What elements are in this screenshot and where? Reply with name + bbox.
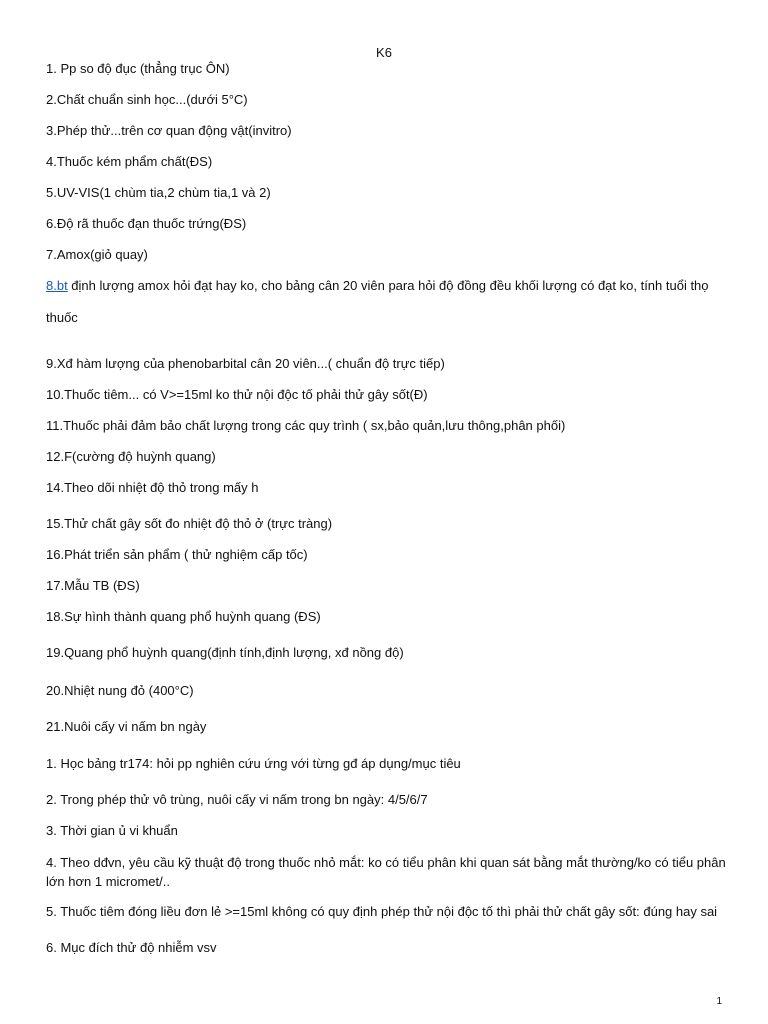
item-8-text: định lượng amox hỏi đạt hay ko, cho bảng cân 20 viên para hỏi độ đồng đều khối lượng có đạt ko, tính tuổi thọ <box>67 278 709 293</box>
list-item: 6. Mục đích thử độ nhiễm vsv <box>46 940 217 955</box>
list-item: 20.Nhiệt nung đỏ (400°C) <box>46 683 194 698</box>
list-item: 2.Chất chuẩn sinh học...(dưới 5°C) <box>46 92 248 107</box>
list-item: 16.Phát triển sản phẩm ( thử nghiệm cấp tốc) <box>46 547 308 562</box>
list-item: 5.UV-VIS(1 chùm tia,2 chùm tia,1 và 2) <box>46 185 271 200</box>
list-item: 5. Thuốc tiêm đóng liều đơn lẻ >=15ml không có quy định phép thử nội độc tố thì phải thử chất gây sốt: đúng hay sai <box>46 904 718 919</box>
item-8-link[interactable]: 8.bt <box>46 278 68 293</box>
list-item: 15.Thử chất gây sốt đo nhiệt độ thỏ ở (trực tràng) <box>46 516 333 531</box>
list-item: 12.F(cường độ huỳnh quang) <box>46 449 216 464</box>
list-item: 1. Học bảng tr174: hỏi pp nghiên cứu ứng với từng gđ áp dụng/mục tiêu <box>46 756 461 771</box>
page-number: 1 <box>716 996 722 1007</box>
list-item: 6.Độ rã thuốc đạn thuốc trứng(ĐS) <box>46 216 247 231</box>
list-item: 14.Theo dõi nhiệt độ thỏ trong mấy h <box>46 480 259 495</box>
list-item: 4.Thuốc kém phẩm chất(ĐS) <box>46 154 213 169</box>
list-item <box>46 278 728 294</box>
list-item: 17.Mẫu TB (ĐS) <box>46 578 140 593</box>
list-item: 7.Amox(giỏ quay) <box>46 247 148 262</box>
list-item: 3. Thời gian ủ vi khuẩn <box>46 823 178 838</box>
list-item: 1. Pp so độ đục (thẳng trục ÔN) <box>46 61 230 76</box>
list-item: 10.Thuốc tiêm... có V>=15ml ko thử nội độc tố phải thử gây sốt(Đ) <box>46 387 428 402</box>
list-item: 18.Sự hình thành quang phổ huỳnh quang (ĐS) <box>46 609 321 624</box>
list-item: 2. Trong phép thử vô trùng, nuôi cấy vi nấm trong bn ngày: 4/5/6/7 <box>46 792 428 807</box>
list-item-continuation: thuốc <box>46 310 78 325</box>
list-item: 11.Thuốc phải đảm bảo chất lượng trong các quy trình ( sx,bảo quản,lưu thông,phân phối) <box>46 418 566 433</box>
list-item: 4. Theo dđvn, yêu cầu kỹ thuật độ trong thuốc nhỏ mắt: ko có tiểu phân khi quan sát bằng mắt thường/ko có tiểu phân lớn hơn 1 micromet/.. <box>46 855 726 889</box>
list-item: 21.Nuôi cấy vi nấm bn ngày <box>46 719 207 734</box>
page-title: K6 <box>376 45 392 60</box>
list-item: 19.Quang phổ huỳnh quang(định tính,định lượng, xđ nồng độ) <box>46 645 404 660</box>
list-item: 9.Xđ hàm lượng của phenobarbital cân 20 viên...( chuẩn độ trực tiếp) <box>46 356 445 371</box>
list-item: 3.Phép thử...trên cơ quan động vật(invitro) <box>46 123 292 138</box>
